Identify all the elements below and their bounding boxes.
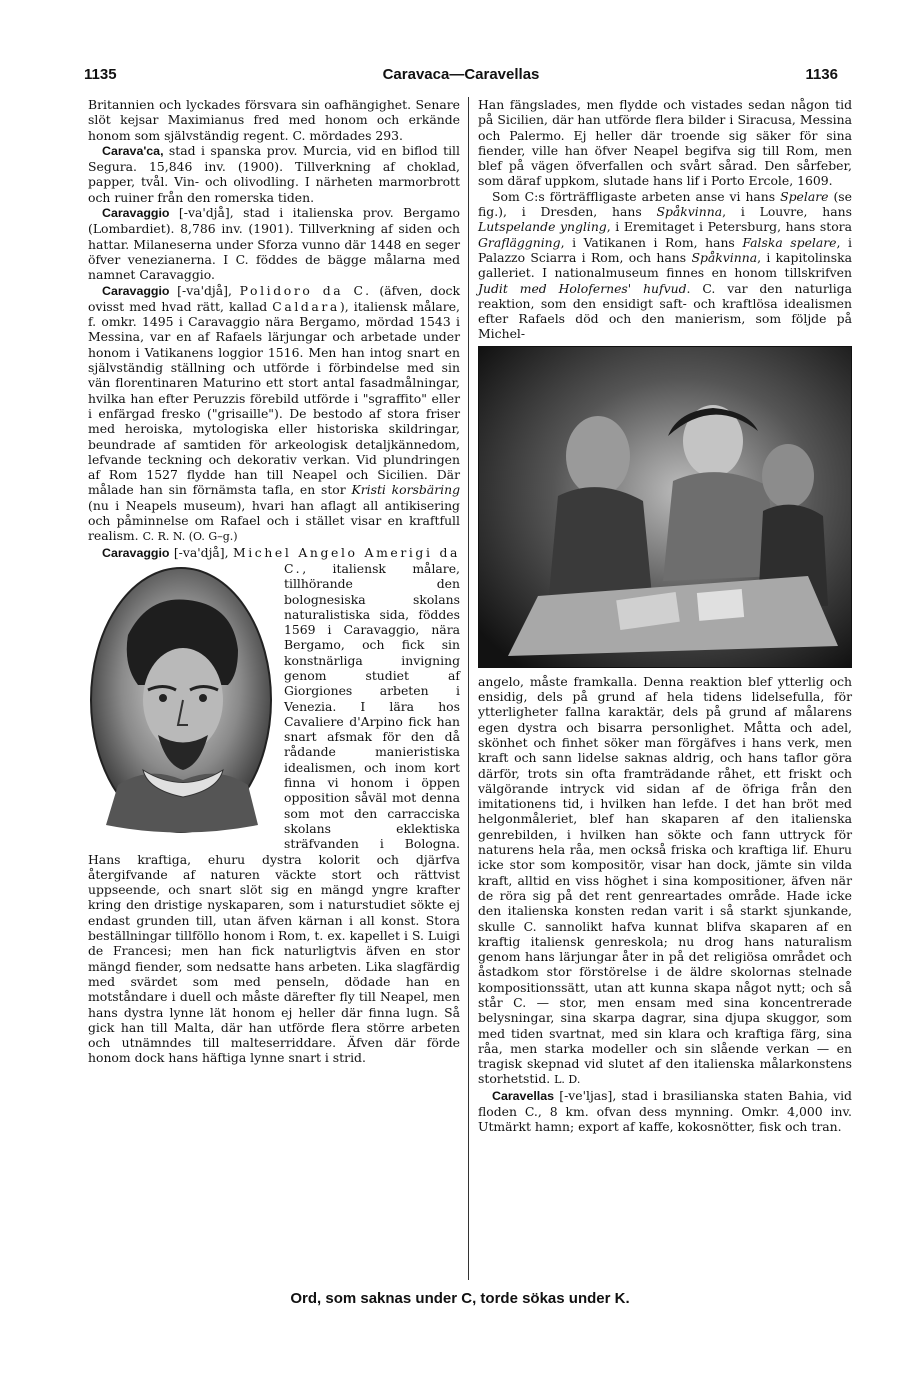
work-title: Grafläggning	[478, 234, 561, 250]
left-column	[88, 97, 460, 1066]
entry-text: , i Vatikanen i Rom, hans	[560, 234, 743, 250]
footer-note: Ord, som saknas under C, torde sökas under K.	[290, 1290, 630, 1307]
entry-caravaca	[88, 143, 460, 205]
reaction-paragraph	[478, 674, 852, 1088]
spaced-name: Caldara	[272, 298, 340, 314]
entry-text: Som C:s förträffligaste arbeten anse vi hans	[492, 188, 781, 204]
work-title: Lutspelande yngling	[478, 219, 607, 235]
column-divider	[468, 97, 469, 1280]
entry-continuation: Han fängslades, men flydde och vistades sedan någon tid på Sicilien, där han utförde flera bilder i Siracusa, Messina och Palermo. Ej heller där troende sig säker för sina fiender, ville han öfver Neapel begifva sig till Rom, men blef på vägen öfverfallen och svårt sårad. Den sårfeber, som däraf uppkom, slutade hans lif i Porto Ercole, 1609.	[478, 97, 852, 189]
page-number-left: 1135	[84, 66, 117, 83]
page-header	[84, 66, 838, 90]
entry-text: (nu i Neapels museum), hvari han aflagt all antikisering och påminnelse om Rafael och i stället visar en kraftfull realism.	[88, 497, 460, 544]
headword: Caravellas	[492, 1088, 555, 1103]
entry-caravellas	[478, 1088, 852, 1135]
author-signature: L. D.	[554, 1073, 581, 1087]
entry-text: [-ve'ljas], stad i brasilianska staten Bahia, vid floden C., 8 km. ofvan dess mynning. Omkr. 4,000 inv. Utmärkt hamn; export af kaffe, kokosnötter, fisk och tran.	[478, 1087, 852, 1135]
spaced-name: Polidoro da C.	[239, 282, 372, 298]
work-title: Judit med Holofernes' hufvud	[478, 280, 687, 296]
entry-text: [-va'djå],	[169, 544, 233, 560]
work-title: Spåkvinna	[691, 249, 758, 265]
running-title: Caravaca—Caravellas	[382, 66, 540, 83]
entry-text: , i kapitolinska galleriet. I nationalmuseum finnes en honom tillskrifven	[478, 249, 853, 281]
entry-text: . C. var den naturliga reaktion, som den ensidigt saft- och kraftlösa idealismen efter Rafaels död och den manierism, som följde på Michel-	[478, 280, 852, 342]
entry-continuation: Britannien och lyckades försvara sin oafhängighet. Senare slöt kejsar Maximianus fred med honom och erkände honom som självständig regent. C. mördades 293.	[88, 97, 460, 143]
entry-text: , italiensk målare, tillhörande den bolognesiska skolans naturalistiska sida, föddes 1569 i Caravaggio, nära Bergamo, och fick sin konstnärliga invigning genom studiet af Giorgiones arbeten i Venezia. I lära hos Cavaliere d'Arpino fick han snart afsmak för den då rådande manieristiska idealismen, och inom kort finna vi honom i öppen opposition såväl mot denna som mot den carracciska skolans eklektiska sträfvanden i Bologna. Hans kraftiga, ehuru dystra kolorit och djärfva återgifvande af naturen väckte stort och rättvist uppseende, och snart slöt sig en mängd yngre krafter kring den dristige nyskaparen, som i naturstudiet sökte ej endast grunden till, utan äfven kärnan i all konst. Stora beställningar tillföllo honom i Rom, t. ex. kapellet i S. Luigi de Francesi; men han fick naturligtvis äfven en stor mängd fiender, som nedsatte hans arbeten. Lika slagfärdig med svärdet som med penseln, dödade han en motståndare i duell och måste därefter fly till Neapel, men hans dystra lynne lät honom ej heller där finna lugn. Så gick han till Malta, där han utförde flera större arbeten och utnämndes till malteserriddare. Äfven där förde honom dock hans häftiga lynne snart i strid.	[88, 560, 460, 1066]
entry-caravaggio-town	[88, 205, 460, 282]
headword: Caravaggio	[102, 283, 170, 298]
headword: Caravaggio	[102, 545, 170, 560]
author-signature: C. R. N. (O. G–g.)	[142, 530, 238, 544]
headword: Caravaggio	[102, 206, 170, 221]
entry-text: angelo, måste framkalla. Denna reaktion blef ytterlig och ensidig, dels på grund af hela tidens lidelsefulla, för ytterligheter fallna karaktär, dels på grund af målarens egen dystra och bisarra personlighet. Måtta och adel, skönhet och finhet söker man förgäfves i hans verk, men kraft och sann lidelse saknas aldrig, och hans taflor göra därför, trots sin ofta framträdande råhet, ett friskt och välgörande intryck vid sidan af de öfriga från den imitationens tid, i hvilken han lefde. I det han bröt med helgonmåleriet, blef han skaparen af den italienska genrebilden, i hvilken han sökte och fann uttryck för naturens hela råa, men också friska och kraftiga lif. Ehuru icke stor som kompositör, visar han dock, jämte sin vilda kraft, alltid en viss höghet i sina kompositioner, äfven när de röra sig på det rent genreartades område. Hade icke den italienska konsten redan varit i så starkt sjunkande, skulle C. sannolikt hafva kunnat blifva skaparen af en kraftig italiensk genreskola; nu drog hans naturalism genom hans lärjungar åter in på det religiösa området och åstadkom stor förstörelse i de äldre skolornas stelnade kompositionssätt, utan att kunna skapa något nytt; och så står C. — stor, men ensam med sina koncentrerade belysningar, sina skarpa dagrar, sina djupa skuggor, som med tiden svartnat, med sin klara och kraftiga färg, sina råa, men starka modeller och sin slående verkan — en tragisk skepnad vid slutet af den italienska målarkonstens storhetstid.	[478, 673, 852, 1087]
entry-text: , i Palazzo Sciarra i Rom, och hans	[478, 234, 852, 265]
work-title: Falska spelare	[742, 234, 837, 250]
entry-text: [-va'djå], stad i italienska prov. Bergamo (Lombardiet). 8,786 inv. (1901). Tillverkning af siden och hattar. Milaneserna under Sforza vunno där 1448 en seger öfver venezianerna. I C. föddes de bägge målarna med namnet Caravaggio.	[88, 205, 460, 283]
work-title: Spåkvinna	[656, 204, 723, 220]
work-title: Spelare	[780, 188, 829, 204]
works-paragraph	[478, 189, 852, 342]
page-number-right: 1136	[805, 66, 838, 83]
entry-text: (se fig.), i Dresden, hans	[478, 188, 853, 220]
entry-text: , i Eremitaget i Petersburg, hans stora	[606, 219, 852, 235]
entry-text: stad i spanska prov. Murcia, vid en biflod till Segura. 15,846 inv. (1900). Tillverkning af choklad, papper, tvål. Vin- och olivodling. I närheten marmorbrott och ruiner från den romerska tiden.	[88, 142, 460, 205]
work-title: Kristi korsbäring	[351, 482, 460, 498]
right-column	[478, 97, 852, 1135]
entry-text: (äfven, dock ovisst med hvad rätt, kallad	[88, 282, 460, 314]
entry-text: [-va'djå],	[169, 282, 240, 298]
entry-polidoro	[88, 283, 460, 545]
entry-michelangelo-caravaggio	[88, 545, 460, 1066]
spaced-name: Michel Angelo Amerigi da C.	[232, 544, 461, 576]
painting-illustration	[478, 346, 852, 668]
entry-text: ), italiensk målare, f. omkr. 1495 i Caravaggio nära Bergamo, mördad 1543 i Messina, var en af Rafaels lärjungar och arbetade under honom i Vatikanens loggior 1516. Men han intog snart en självständig ställning och utförde i förbindelse med sin vän florentinaren Maturino ett stort antal fasadmålningar, hvilka han efter Peruzzis förebild utförde i "sgraffito" eller i enfärgad fresko ("grisaille"). De bestodo af stora friser med heroiska, mytologiska eller historiska skildringar, beundrade af samtiden för arkeologisk detaljkännedom, lefvande teckning och dekorativ verkan. Vid plundringen af Rom 1527 flydde han till Neapel och Sicilien. Där målade han sin förnämsta tafla, en stor	[88, 298, 460, 498]
portrait-engraving	[88, 565, 274, 835]
entry-text: , i Louvre, hans	[722, 204, 852, 220]
headword: Carava'ca,	[102, 143, 164, 158]
